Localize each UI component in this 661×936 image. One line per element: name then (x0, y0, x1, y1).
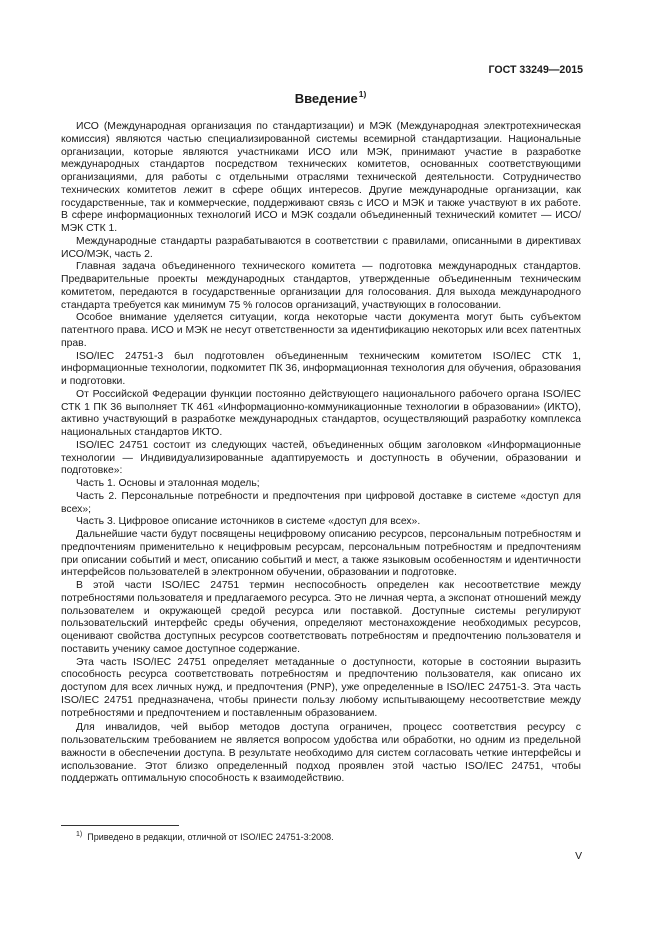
list-item-part-3: Часть 3. Цифровое описание источников в системе «доступ для всех». (76, 516, 421, 528)
paragraph: В этой части ISO/IEC 24751 термин неспособность определен как несоответствие между потребностями пользователя и предлагаемого ресурса. Это не личная черта, а экспонат отношений между пользователем и окружающей средой ресурса или поставкой. Доступные системы регулируют пользовательский интерфейс среды обучения, определяют местонахождение необходимых ресурсов, оценивают свойства доступных ресурсов соответствовать потребностям и предпочтению пользователя и поставить ученику самое доступное содержание. (61, 580, 581, 655)
paragraph: От Российской Федерации функции постоянно действующего национального рабочего органа ISO/IEC СТК 1 ПК 36 выполняет ТК 461 «Информационно-коммуникационные технологии в образовании» (ИКТО), активно участвующий в разработке международных стандартов, осуществляющий разработку комплекса национальных стандартов ИКТО. (61, 388, 581, 438)
title-footnote-mark: 1) (358, 89, 367, 99)
footnote-separator (61, 825, 179, 826)
paragraph: Дальнейшие части будут посвящены нецифровому описанию ресурсов, персональным потребностям и предпочтениям применительно к нецифровым ресурсам, персональным потребностям и предпочтениям при описании событий и мест, описанию событий и мест, а также языковым особенностям и идентичности интерфейсов пользователей в электронном обучении, образовании и подготовке. (61, 529, 581, 579)
document-number: ГОСТ 33249—2015 (488, 64, 583, 76)
paragraph: Особое внимание уделяется ситуации, когда некоторые части документа могут быть субъектом патентного права. ИСО и МЭК не несут ответственности за идентификацию некоторых или всех патентных прав. (61, 312, 581, 349)
footnote-mark: 1) (76, 831, 83, 838)
paragraph: Эта часть ISO/IEC 24751 определяет метаданные о доступности, которые в состоянии выразить способность ресурса соответствовать потребностям и предпочтению пользователя, как описано их доступом для всех личных нужд, и предпочтения (PNP), уже определенные в ISO/IEC 24751-3. Эта часть ISO/IEC 24751 предназначена, чтобы принести пользу любому испытывающему несоответствие между потребностями и предпочтением и поставленным образованием. (61, 656, 581, 719)
paragraph: ISO/IEC 24751-3 был подготовлен объединенным техническим комитетом ISO/IEC СТК 1, информационные технологии, подкомитет ПК 36, информационная технология для обучения, образования и подготовки. (61, 350, 581, 387)
paragraph: Для инвалидов, чей выбор методов доступа ограничен, процесс соответствия ресурсу с пользовательским требованием не является вопросом удобства или обработки, но одним из предельной важности в обеспечении доступа. В результате необходимо для систем согласовать четкие интерфейсы и использование. Этот близко определенный подход проявлен этой частью ISO/IEC 24751, чтобы поддержать оптимальную способность к взаимодействию. (61, 722, 581, 785)
paragraph: Международные стандарты разрабатываются в соответствии с правилами, описанными в директивах ИСО/МЭК, часть 2. (61, 235, 581, 260)
paragraph: ИСО (Международная организация по стандартизации) и МЭК (Международная электротехническая комиссия) являются частью специализированной системы всемирной стандартизации. Национальные организации, которые являются участниками ИСО или МЭК, принимают участие в разработке международных стандартов посредством технических комитетов, основанных соответствующими организациями, для работы с отдельными отраслями технической деятельности. Сотрудничество технических комитетов лежит в сфере общих интересов. Другие международные организации, как государственные, так и коммерческие, поддерживают связь с ИСО и МЭК и также участвуют в их работе. В сфере информационных технологий ИСО и МЭК создали объединенный технический комитет — ИСО/МЭК СТК 1. (61, 121, 581, 234)
body-text (61, 121, 581, 786)
section-title-text: Введение (294, 91, 358, 106)
page-number: V (575, 851, 582, 862)
footnote-text: Приведено в редакции, отличной от ISO/IEC 24751-3:2008. (87, 832, 334, 842)
footnote (76, 829, 334, 844)
section-title (0, 88, 661, 106)
paragraph: ISO/IEC 24751 состоит из следующих частей, объединенных общим заголовком «Информационные технологии — Индивидуализированные адаптируемость и доступность в обучении, образовании и подготовке»: (61, 439, 581, 477)
list-item-part-2: Часть 2. Персональные потребности и предпочтения при цифровой доставке в системе «доступ для всех»; (61, 490, 581, 515)
paragraph: Главная задача объединенного технического комитета — подготовка международных стандартов. Предварительные проекты международных стандартов, утвержденные объединенным техническим комитетом, передаются в государственные организации для голосования. Для выхода международного стандарта требуется как минимум 75 % голосов организаций, участвующих в голосовании. (61, 261, 581, 311)
list-item-part-1: Часть 1. Основы и эталонная модель; (76, 478, 260, 489)
